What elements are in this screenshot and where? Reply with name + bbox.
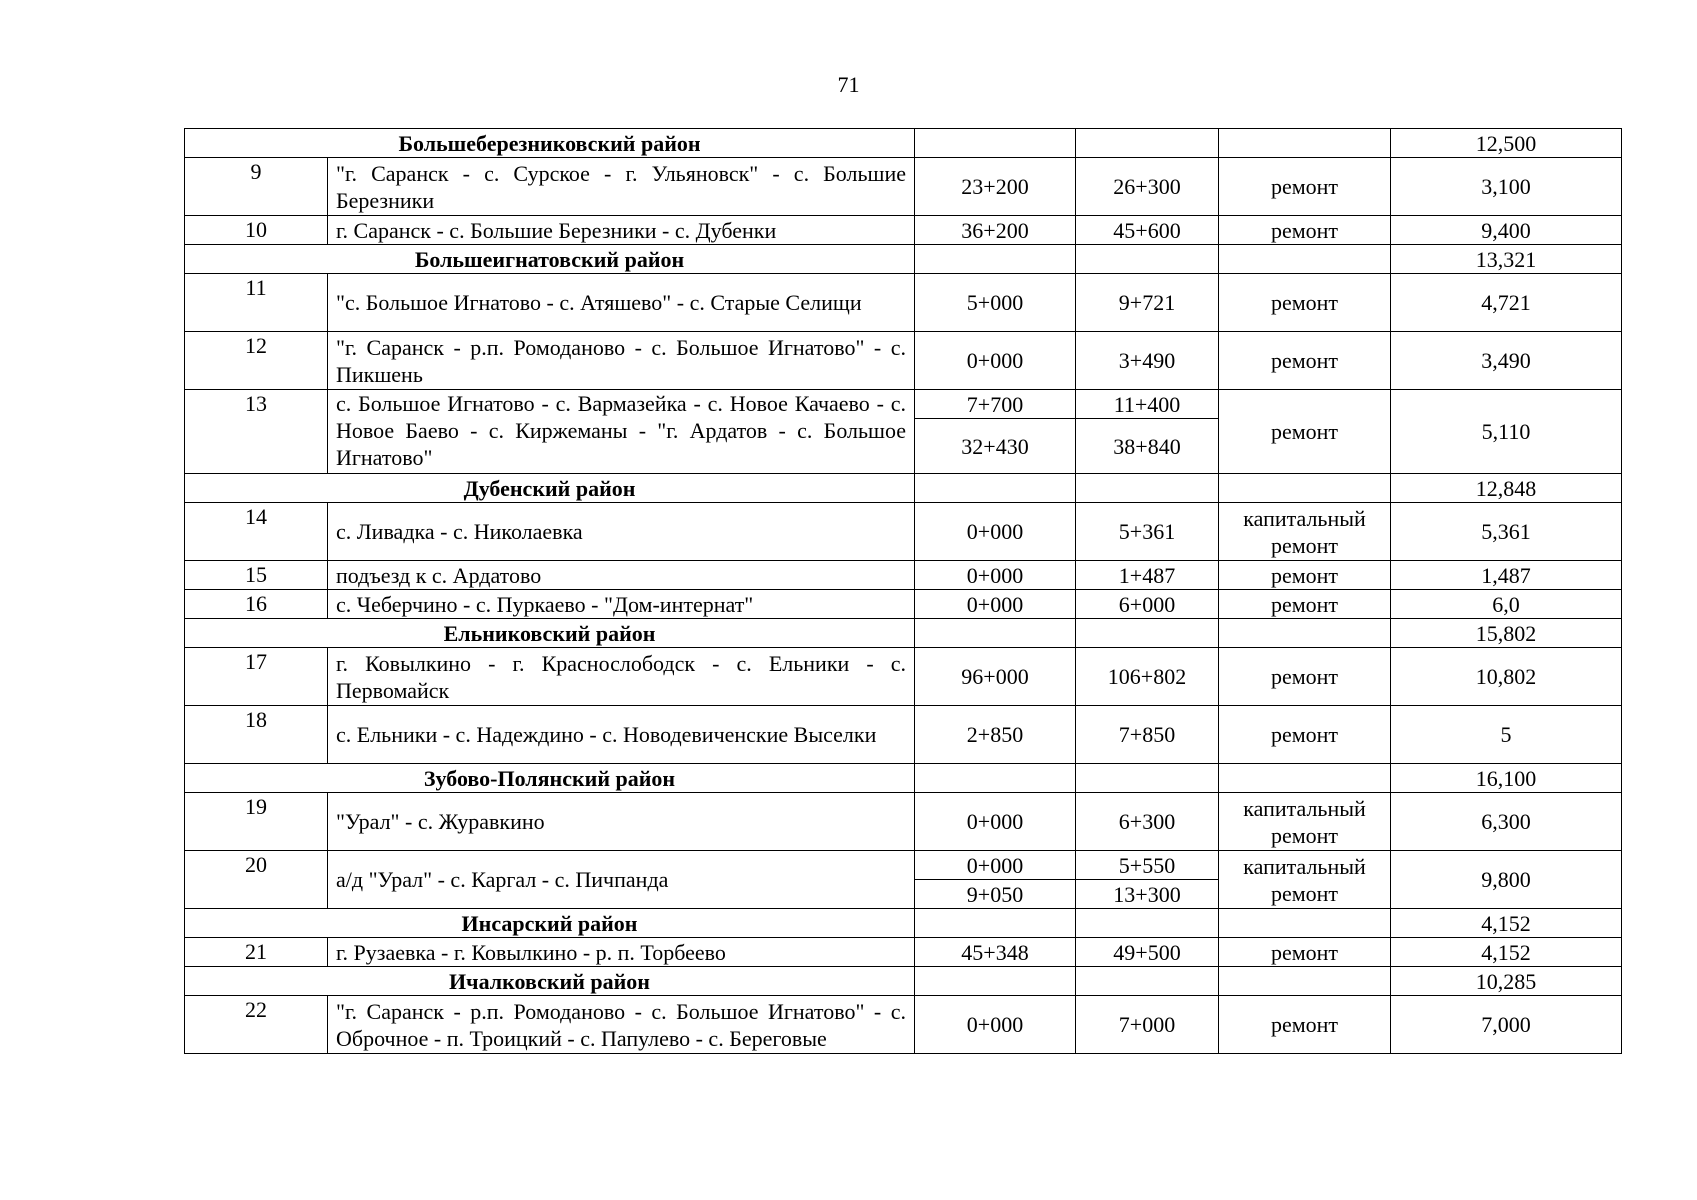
table-row — [185, 648, 1622, 706]
work-type: ремонт — [1219, 216, 1391, 245]
table-row — [185, 561, 1622, 590]
empty-cell — [915, 129, 1076, 158]
end-km: 7+850 — [1076, 706, 1219, 764]
work-type: ремонт — [1219, 938, 1391, 967]
road-length: 6,300 — [1391, 793, 1622, 851]
district-total: 12,500 — [1391, 129, 1622, 158]
empty-cell — [1219, 245, 1391, 274]
district-name: Зубово-Полянский район — [185, 764, 915, 793]
empty-cell — [915, 764, 1076, 793]
empty-cell — [915, 909, 1076, 938]
row-number: 14 — [185, 503, 328, 561]
district-total: 10,285 — [1391, 967, 1622, 996]
empty-cell — [1219, 967, 1391, 996]
district-total: 4,152 — [1391, 909, 1622, 938]
end-km: 38+840 — [1076, 419, 1219, 474]
page-number: 71 — [837, 72, 860, 97]
road-length: 4,152 — [1391, 938, 1622, 967]
end-km: 6+000 — [1076, 590, 1219, 619]
end-km: 1+487 — [1076, 561, 1219, 590]
work-type: ремонт — [1219, 590, 1391, 619]
road-length: 5 — [1391, 706, 1622, 764]
start-km: 36+200 — [915, 216, 1076, 245]
district-row — [185, 909, 1622, 938]
district-name: Большеберезниковский район — [185, 129, 915, 158]
row-number: 12 — [185, 332, 328, 390]
row-number: 21 — [185, 938, 328, 967]
empty-cell — [1076, 619, 1219, 648]
road-length: 5,361 — [1391, 503, 1622, 561]
start-km: 0+000 — [915, 561, 1076, 590]
district-name: Дубенский район — [185, 474, 915, 503]
road-name: с. Ельники - с. Надеждино - с. Новодевиченские Выселки — [328, 706, 915, 764]
start-km: 23+200 — [915, 158, 1076, 216]
road-length: 3,100 — [1391, 158, 1622, 216]
road-name: с. Большое Игнатово - с. Вармазейка - с. Новое Качаево - с. Новое Баево - с. Киржеманы - "г. Ардатов - с. Большое Игнатово" — [328, 390, 915, 474]
empty-cell — [915, 967, 1076, 996]
start-km: 0+000 — [915, 332, 1076, 390]
district-row — [185, 474, 1622, 503]
start-km: 0+000 — [915, 503, 1076, 561]
start-km: 0+000 — [915, 996, 1076, 1054]
end-km: 5+550 — [1076, 851, 1219, 880]
end-km: 7+000 — [1076, 996, 1219, 1054]
start-km: 0+000 — [915, 793, 1076, 851]
table-row — [185, 158, 1622, 216]
empty-cell — [1076, 764, 1219, 793]
end-km: 45+600 — [1076, 216, 1219, 245]
road-name: "г. Саранск - с. Сурское - г. Ульяновск" - с. Большие Березники — [328, 158, 915, 216]
work-type: ремонт — [1219, 706, 1391, 764]
start-km: 32+430 — [915, 419, 1076, 474]
work-type: капитальный ремонт — [1219, 503, 1391, 561]
district-total: 13,321 — [1391, 245, 1622, 274]
empty-cell — [915, 619, 1076, 648]
empty-cell — [1076, 909, 1219, 938]
empty-cell — [1219, 909, 1391, 938]
start-km: 96+000 — [915, 648, 1076, 706]
row-number: 13 — [185, 390, 328, 474]
road-name: г. Рузаевка - г. Ковылкино - р. п. Торбеево — [328, 938, 915, 967]
empty-cell — [915, 474, 1076, 503]
row-number: 22 — [185, 996, 328, 1054]
table-row — [185, 274, 1622, 332]
road-length: 3,490 — [1391, 332, 1622, 390]
road-name: "г. Саранск - р.п. Ромоданово - с. Большое Игнатово" - с. Пикшень — [328, 332, 915, 390]
end-km: 5+361 — [1076, 503, 1219, 561]
table-row — [185, 503, 1622, 561]
row-number: 19 — [185, 793, 328, 851]
end-km: 3+490 — [1076, 332, 1219, 390]
road-length: 9,400 — [1391, 216, 1622, 245]
end-km: 11+400 — [1076, 390, 1219, 419]
empty-cell — [1219, 619, 1391, 648]
work-type: капитальный ремонт — [1219, 793, 1391, 851]
district-row — [185, 619, 1622, 648]
start-km: 5+000 — [915, 274, 1076, 332]
end-km: 49+500 — [1076, 938, 1219, 967]
district-total: 12,848 — [1391, 474, 1622, 503]
row-number: 17 — [185, 648, 328, 706]
work-type: ремонт — [1219, 332, 1391, 390]
work-type: ремонт — [1219, 390, 1391, 474]
district-row — [185, 967, 1622, 996]
end-km: 6+300 — [1076, 793, 1219, 851]
road-name: а/д "Урал" - с. Каргал - с. Пичпанда — [328, 851, 915, 909]
road-name: г. Саранск - с. Большие Березники - с. Дубенки — [328, 216, 915, 245]
work-type: ремонт — [1219, 648, 1391, 706]
empty-cell — [1076, 967, 1219, 996]
road-name: "Урал" - с. Журавкино — [328, 793, 915, 851]
road-length: 10,802 — [1391, 648, 1622, 706]
table-row — [185, 793, 1622, 851]
table-row — [185, 996, 1622, 1054]
road-length: 1,487 — [1391, 561, 1622, 590]
empty-cell — [915, 245, 1076, 274]
row-number: 18 — [185, 706, 328, 764]
district-row — [185, 245, 1622, 274]
end-km: 26+300 — [1076, 158, 1219, 216]
district-row — [185, 129, 1622, 158]
row-number: 16 — [185, 590, 328, 619]
empty-cell — [1219, 474, 1391, 503]
road-name: "с. Большое Игнатово - с. Атяшево" - с. Старые Селищи — [328, 274, 915, 332]
table-row — [185, 590, 1622, 619]
start-km: 2+850 — [915, 706, 1076, 764]
table-row — [185, 706, 1622, 764]
road-length: 7,000 — [1391, 996, 1622, 1054]
work-type: ремонт — [1219, 274, 1391, 332]
road-length: 6,0 — [1391, 590, 1622, 619]
work-type: капитальный ремонт — [1219, 851, 1391, 909]
table-row — [185, 332, 1622, 390]
start-km: 45+348 — [915, 938, 1076, 967]
empty-cell — [1076, 129, 1219, 158]
empty-cell — [1219, 764, 1391, 793]
district-name: Ельниковский район — [185, 619, 915, 648]
start-km: 0+000 — [915, 590, 1076, 619]
road-length: 9,800 — [1391, 851, 1622, 909]
district-name: Ичалковский район — [185, 967, 915, 996]
road-name: г. Ковылкино - г. Краснослободск - с. Ельники - с. Первомайск — [328, 648, 915, 706]
empty-cell — [1076, 474, 1219, 503]
empty-cell — [1076, 245, 1219, 274]
end-km: 9+721 — [1076, 274, 1219, 332]
row-number: 15 — [185, 561, 328, 590]
start-km: 0+000 — [915, 851, 1076, 880]
table-row — [185, 390, 1622, 419]
row-number: 20 — [185, 851, 328, 909]
road-name: подъезд к с. Ардатово — [328, 561, 915, 590]
road-name: с. Чеберчино - с. Пуркаево - "Дом-интернат" — [328, 590, 915, 619]
road-length: 5,110 — [1391, 390, 1622, 474]
district-name: Инсарский район — [185, 909, 915, 938]
road-name: "г. Саранск - р.п. Ромоданово - с. Большое Игнатово" - с. Оброчное - п. Троицкий - с. Папулево - с. Береговые — [328, 996, 915, 1054]
row-number: 11 — [185, 274, 328, 332]
district-name: Большеигнатовский район — [185, 245, 915, 274]
end-km: 13+300 — [1076, 880, 1219, 909]
work-type: ремонт — [1219, 158, 1391, 216]
row-number: 10 — [185, 216, 328, 245]
end-km: 106+802 — [1076, 648, 1219, 706]
district-total: 16,100 — [1391, 764, 1622, 793]
work-type: ремонт — [1219, 561, 1391, 590]
table-row — [185, 938, 1622, 967]
start-km: 7+700 — [915, 390, 1076, 419]
road-length: 4,721 — [1391, 274, 1622, 332]
start-km: 9+050 — [915, 880, 1076, 909]
table-row — [185, 216, 1622, 245]
district-row — [185, 764, 1622, 793]
road-repair-table — [184, 128, 1622, 1054]
table-row — [185, 851, 1622, 880]
road-name: с. Ливадка - с. Николаевка — [328, 503, 915, 561]
empty-cell — [1219, 129, 1391, 158]
work-type: ремонт — [1219, 996, 1391, 1054]
row-number: 9 — [185, 158, 328, 216]
district-total: 15,802 — [1391, 619, 1622, 648]
